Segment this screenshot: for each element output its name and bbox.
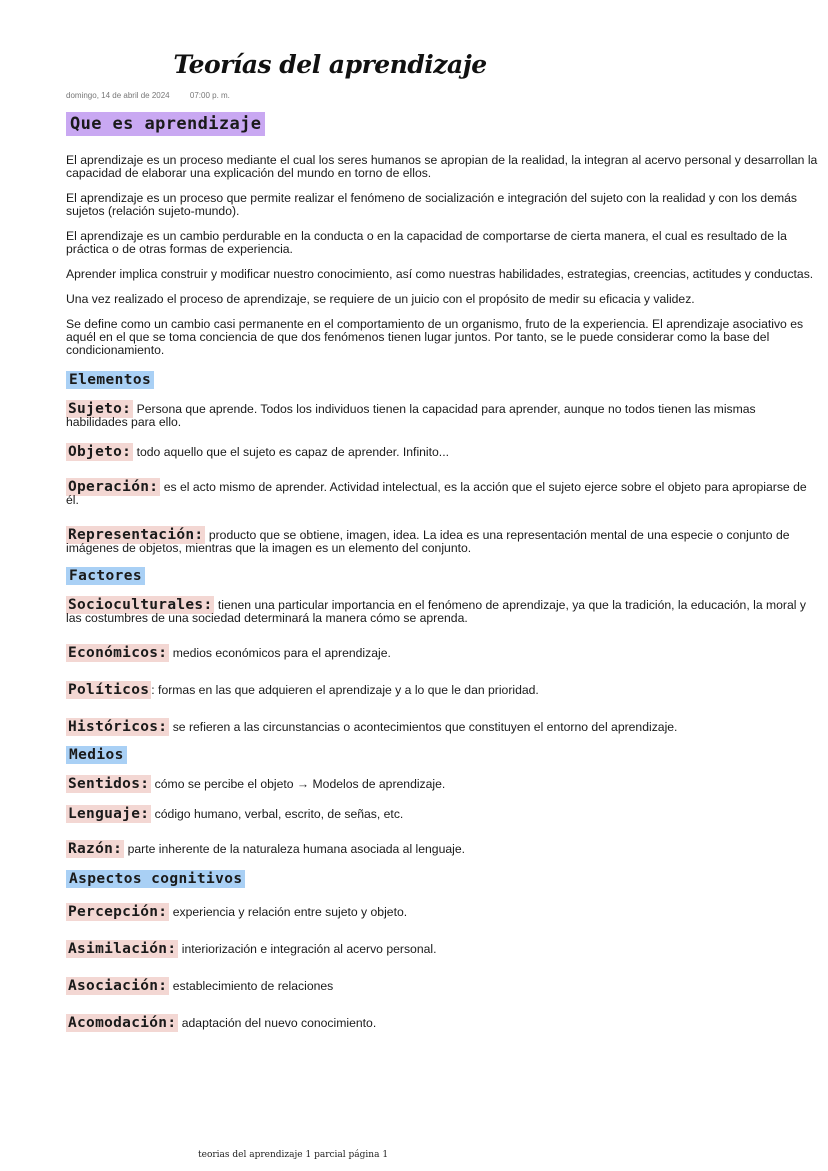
term-label: Objeto:: [68, 444, 132, 460]
section-que-es: [66, 112, 818, 357]
term-label: Sentidos:: [68, 776, 150, 792]
term-label: Asociación:: [68, 978, 168, 994]
term-description: código humano, verbal, escrito, de señas, etc.: [151, 807, 404, 821]
term-description: : formas en las que adquieren el aprendizaje y a lo que le dan prioridad.: [151, 683, 539, 697]
section-heading-medios: Medios: [66, 746, 127, 764]
term-description: se refieren a las circunstancias o acontecimientos que constituyen el entorno del aprendizaje.: [169, 720, 678, 734]
term-item: [66, 906, 818, 919]
term-label: Acomodación:: [68, 1015, 177, 1031]
term-item: [66, 481, 818, 507]
term-item: [66, 684, 818, 697]
section-medios: [66, 746, 818, 856]
note-meta: [66, 91, 230, 100]
section-heading-aspectos: Aspectos cognitivos: [66, 870, 245, 888]
term-description: interiorización e integración al acervo personal.: [178, 942, 437, 956]
section-heading-elementos: Elementos: [66, 371, 154, 389]
term-label: Socioculturales:: [68, 597, 213, 613]
term-item: [66, 647, 818, 660]
section-elementos: [66, 371, 818, 555]
paragraph: El aprendizaje es un cambio perdurable en la conducta o en la capacidad de comportarse de cierta manera, el cual es resultado de la práctica o de otras formas de experiencia.: [66, 229, 787, 256]
paragraph: El aprendizaje es un proceso que permite realizar el fenómeno de socialización e integración del sujeto con la realidad y con los demás sujetos (relación sujeto-mundo).: [66, 191, 798, 218]
paragraph: Aprender implica construir y modificar nuestro conocimiento, así como nuestras habilidades, estrategias, creencias, actitudes y conductas.: [66, 267, 814, 281]
term-description: adaptación del nuevo conocimiento.: [178, 1016, 377, 1030]
term-label: Sujeto:: [68, 401, 132, 417]
term-item: [66, 980, 818, 993]
term-description: producto que se obtiene, imagen, idea. La idea es una representación mental de una especie o conjunto de imágenes de objetos, mientras que la imagen es un elemento del conjunto.: [66, 528, 790, 555]
term-label: Representación:: [68, 527, 204, 543]
section-heading-que-es: Que es aprendizaje: [66, 112, 265, 136]
term-description: es el acto mismo de aprender. Actividad intelectual, es la acción que el sujeto ejerce sobre el objeto para apropiarse de él.: [66, 480, 807, 507]
term-item: [66, 843, 818, 856]
term-description: establecimiento de relaciones: [169, 979, 334, 993]
term-item: [66, 446, 818, 459]
note-content: [66, 112, 818, 1030]
term-description: cómo se percibe el objeto → Modelos de aprendizaje.: [151, 777, 446, 791]
term-label: Económicos:: [68, 645, 168, 661]
term-label: Históricos:: [68, 719, 168, 735]
page-title: Teorías del aprendizaje: [173, 50, 487, 79]
section-factores: [66, 567, 818, 734]
term-description: todo aquello que el sujeto es capaz de aprender. Infinito...: [133, 445, 449, 459]
term-label: Razón:: [68, 841, 123, 857]
section-heading-factores: Factores: [66, 567, 145, 585]
term-item: [66, 529, 818, 555]
term-item: [66, 403, 818, 429]
term-item: [66, 721, 818, 734]
term-item: [66, 808, 818, 821]
term-item: [66, 599, 818, 625]
term-label: Políticos: [68, 682, 150, 698]
term-description: Persona que aprende. Todos los individuos tienen la capacidad para aprender, aunque no todos tienen las mismas habilidades para ello.: [66, 402, 756, 429]
term-description: medios económicos para el aprendizaje.: [169, 646, 391, 660]
paragraph: Se define como un cambio casi permanente en el comportamiento de un organismo, fruto de la experiencia. El aprendizaje asociativo es aquél en el que se toma conciencia de que dos fenómenos tienen lugar juntos. Por tanto, se le puede considerar como la base del condicionamiento.: [66, 317, 804, 357]
note-time: 07:00 p. m.: [189, 91, 230, 100]
term-item: [66, 1017, 818, 1030]
term-label: Asimilación:: [68, 941, 177, 957]
term-label: Lenguaje:: [68, 806, 150, 822]
term-item: [66, 943, 818, 956]
term-item: [66, 778, 818, 791]
section-aspectos: [66, 870, 818, 1030]
term-label: Percepción:: [68, 904, 168, 920]
term-description: experiencia y relación entre sujeto y objeto.: [169, 905, 408, 919]
page-footer: teorias del aprendizaje 1 parcial página 1: [198, 1150, 389, 1160]
term-label: Operación:: [68, 479, 159, 495]
paragraph: Una vez realizado el proceso de aprendizaje, se requiere de un juicio con el propósito de medir su eficacia y validez.: [66, 292, 695, 306]
paragraph: El aprendizaje es un proceso mediante el cual los seres humanos se apropian de la realidad, la integran al acervo personal y desarrollan la capacidad de elaborar una explicación del mundo en torno de ellos.: [66, 153, 818, 180]
term-description: parte inherente de la naturaleza humana asociada al lenguaje.: [124, 842, 466, 856]
note-date: domingo, 14 de abril de 2024: [66, 91, 170, 100]
term-description: tienen una particular importancia en el fenómeno de aprendizaje, ya que la tradición, la educación, la moral y las costumbres de una sociedad determinará la manera cómo se aprenda.: [66, 598, 806, 625]
